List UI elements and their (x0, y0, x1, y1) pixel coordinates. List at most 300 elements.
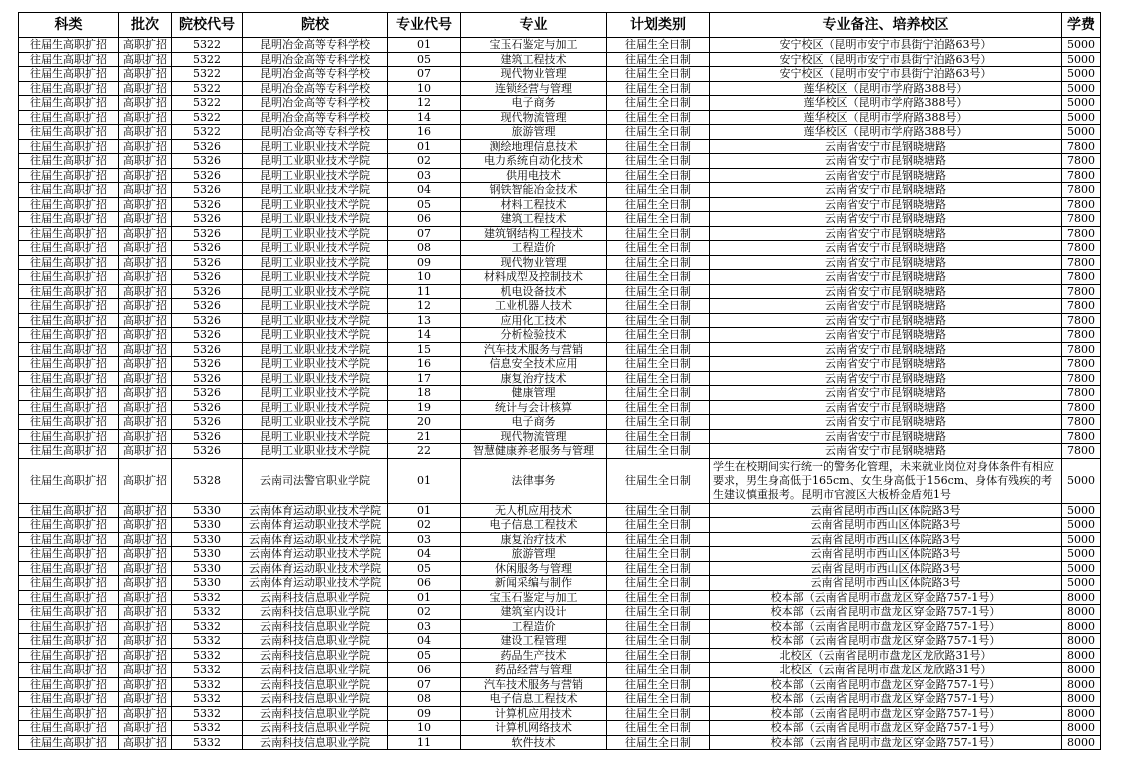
cell-batch: 高职扩招 (119, 139, 172, 154)
cell-tuition: 7800 (1062, 313, 1101, 328)
cell-notes-campus: 云南省安宁市昆钢晓塘路 (710, 212, 1062, 227)
table-row (19, 241, 1101, 256)
cell-notes-campus: 莲华校区（昆明市学府路388号） (710, 81, 1062, 96)
cell-major-code: 06 (388, 663, 461, 678)
cell-major: 应用化工技术 (461, 313, 607, 328)
cell-plan-type: 往届生全日制 (607, 154, 710, 169)
cell-tuition: 5000 (1062, 81, 1101, 96)
cell-major: 电子信息工程技术 (461, 518, 607, 533)
cell-notes-campus: 安宁校区（昆明市安宁市县街宁泊路63号） (710, 38, 1062, 53)
cell-category: 往届生高职扩招 (19, 634, 119, 649)
cell-tuition: 8000 (1062, 634, 1101, 649)
table-row (19, 444, 1101, 459)
cell-major-code: 06 (388, 212, 461, 227)
cell-notes-campus: 云南省昆明市西山区体院路3号 (710, 561, 1062, 576)
cell-category: 往届生高职扩招 (19, 67, 119, 82)
cell-plan-type: 往届生全日制 (607, 313, 710, 328)
cell-batch: 高职扩招 (119, 532, 172, 547)
cell-major-code: 19 (388, 400, 461, 415)
cell-major: 分析检验技术 (461, 328, 607, 343)
cell-school-code: 5322 (172, 96, 243, 111)
cell-major: 电子商务 (461, 96, 607, 111)
cell-tuition: 7800 (1062, 284, 1101, 299)
cell-category: 往届生高职扩招 (19, 692, 119, 707)
table-row (19, 139, 1101, 154)
cell-tuition: 8000 (1062, 706, 1101, 721)
cell-major-code: 22 (388, 444, 461, 459)
cell-batch: 高职扩招 (119, 415, 172, 430)
cell-major: 现代物业管理 (461, 255, 607, 270)
table-row (19, 197, 1101, 212)
cell-school-code: 5322 (172, 110, 243, 125)
cell-plan-type: 往届生全日制 (607, 255, 710, 270)
cell-batch: 高职扩招 (119, 503, 172, 518)
cell-major-code: 02 (388, 154, 461, 169)
cell-school-code: 5326 (172, 226, 243, 241)
cell-school-code: 5322 (172, 38, 243, 53)
cell-school-code: 5322 (172, 67, 243, 82)
cell-plan-type: 往届生全日制 (607, 648, 710, 663)
cell-major-code: 04 (388, 183, 461, 198)
table-row (19, 532, 1101, 547)
cell-category: 往届生高职扩招 (19, 284, 119, 299)
cell-school: 昆明工业职业技术学院 (243, 299, 388, 314)
cell-notes-campus: 云南省安宁市昆钢晓塘路 (710, 386, 1062, 401)
cell-major: 建筑钢结构工程技术 (461, 226, 607, 241)
cell-major-code: 10 (388, 270, 461, 285)
cell-category: 往届生高职扩招 (19, 429, 119, 444)
cell-major: 现代物流管理 (461, 429, 607, 444)
cell-notes-campus: 云南省安宁市昆钢晓塘路 (710, 168, 1062, 183)
cell-major-code: 08 (388, 692, 461, 707)
cell-major: 建筑工程技术 (461, 52, 607, 67)
cell-major: 智慧健康养老服务与管理 (461, 444, 607, 459)
table-row (19, 342, 1101, 357)
cell-major: 电子商务 (461, 415, 607, 430)
cell-plan-type: 往届生全日制 (607, 168, 710, 183)
cell-notes-campus: 云南省安宁市昆钢晓塘路 (710, 197, 1062, 212)
cell-major: 电子信息工程技术 (461, 692, 607, 707)
cell-category: 往届生高职扩招 (19, 458, 119, 503)
cell-batch: 高职扩招 (119, 313, 172, 328)
table-row (19, 328, 1101, 343)
table-row (19, 284, 1101, 299)
cell-category: 往届生高职扩招 (19, 81, 119, 96)
cell-school-code: 5332 (172, 735, 243, 750)
cell-school: 昆明工业职业技术学院 (243, 313, 388, 328)
cell-tuition: 7800 (1062, 328, 1101, 343)
table-row (19, 154, 1101, 169)
table-row (19, 52, 1101, 67)
cell-school: 昆明工业职业技术学院 (243, 212, 388, 227)
cell-school-code: 5326 (172, 371, 243, 386)
cell-notes-campus: 云南省安宁市昆钢晓塘路 (710, 255, 1062, 270)
cell-school: 云南科技信息职业学院 (243, 619, 388, 634)
cell-major: 工业机器人技术 (461, 299, 607, 314)
cell-major: 建设工程管理 (461, 634, 607, 649)
cell-school: 昆明工业职业技术学院 (243, 241, 388, 256)
cell-school-code: 5330 (172, 503, 243, 518)
cell-notes-campus: 校本部（云南省昆明市盘龙区穿金路757-1号） (710, 721, 1062, 736)
cell-tuition: 7800 (1062, 197, 1101, 212)
cell-school: 云南体育运动职业技术学院 (243, 576, 388, 591)
table-row (19, 721, 1101, 736)
cell-major-code: 05 (388, 197, 461, 212)
cell-category: 往届生高职扩招 (19, 706, 119, 721)
cell-school-code: 5330 (172, 547, 243, 562)
cell-batch: 高职扩招 (119, 590, 172, 605)
cell-school-code: 5330 (172, 576, 243, 591)
cell-major-code: 01 (388, 139, 461, 154)
cell-major-code: 11 (388, 735, 461, 750)
cell-notes-campus: 莲华校区（昆明市学府路388号） (710, 96, 1062, 111)
cell-batch: 高职扩招 (119, 518, 172, 533)
cell-major: 药品经营与管理 (461, 663, 607, 678)
cell-batch: 高职扩招 (119, 648, 172, 663)
cell-batch: 高职扩招 (119, 168, 172, 183)
cell-school-code: 5332 (172, 721, 243, 736)
cell-major-code: 03 (388, 619, 461, 634)
cell-school: 云南体育运动职业技术学院 (243, 503, 388, 518)
cell-batch: 高职扩招 (119, 125, 172, 140)
cell-school-code: 5326 (172, 197, 243, 212)
table-row (19, 576, 1101, 591)
cell-school-code: 5326 (172, 241, 243, 256)
cell-batch: 高职扩招 (119, 357, 172, 372)
table-row (19, 503, 1101, 518)
cell-tuition: 5000 (1062, 547, 1101, 562)
cell-major: 法律事务 (461, 458, 607, 503)
cell-plan-type: 往届生全日制 (607, 561, 710, 576)
cell-school-code: 5328 (172, 458, 243, 503)
cell-school: 云南科技信息职业学院 (243, 663, 388, 678)
cell-category: 往届生高职扩招 (19, 110, 119, 125)
cell-major: 信息安全技术应用 (461, 357, 607, 372)
cell-batch: 高职扩招 (119, 735, 172, 750)
cell-school: 昆明工业职业技术学院 (243, 386, 388, 401)
cell-category: 往届生高职扩招 (19, 721, 119, 736)
cell-major-code: 05 (388, 648, 461, 663)
table-row (19, 270, 1101, 285)
cell-plan-type: 往届生全日制 (607, 590, 710, 605)
cell-category: 往届生高职扩招 (19, 590, 119, 605)
cell-plan-type: 往届生全日制 (607, 241, 710, 256)
cell-batch: 高职扩招 (119, 328, 172, 343)
cell-school: 昆明工业职业技术学院 (243, 226, 388, 241)
cell-school: 昆明工业职业技术学院 (243, 284, 388, 299)
cell-major-code: 12 (388, 299, 461, 314)
cell-school-code: 5322 (172, 52, 243, 67)
cell-plan-type: 往届生全日制 (607, 634, 710, 649)
cell-notes-campus: 云南省安宁市昆钢晓塘路 (710, 357, 1062, 372)
cell-major-code: 18 (388, 386, 461, 401)
cell-plan-type: 往届生全日制 (607, 663, 710, 678)
header-major: 专业 (461, 13, 607, 38)
table-row (19, 518, 1101, 533)
cell-batch: 高职扩招 (119, 197, 172, 212)
cell-category: 往届生高职扩招 (19, 197, 119, 212)
cell-plan-type: 往届生全日制 (607, 110, 710, 125)
table-row (19, 547, 1101, 562)
cell-major: 现代物业管理 (461, 67, 607, 82)
cell-major: 计算机网络技术 (461, 721, 607, 736)
cell-notes-campus: 莲华校区（昆明市学府路388号） (710, 110, 1062, 125)
table-row (19, 648, 1101, 663)
cell-plan-type: 往届生全日制 (607, 328, 710, 343)
table-row (19, 38, 1101, 53)
cell-batch: 高职扩招 (119, 663, 172, 678)
cell-batch: 高职扩招 (119, 270, 172, 285)
cell-notes-campus: 云南省昆明市西山区体院路3号 (710, 503, 1062, 518)
cell-school-code: 5326 (172, 429, 243, 444)
cell-major-code: 08 (388, 241, 461, 256)
cell-major: 电力系统自动化技术 (461, 154, 607, 169)
cell-school: 云南科技信息职业学院 (243, 648, 388, 663)
cell-tuition: 7800 (1062, 429, 1101, 444)
cell-school-code: 5330 (172, 561, 243, 576)
cell-tuition: 8000 (1062, 677, 1101, 692)
cell-school-code: 5326 (172, 313, 243, 328)
cell-plan-type: 往届生全日制 (607, 458, 710, 503)
cell-school: 昆明工业职业技术学院 (243, 371, 388, 386)
cell-school-code: 5326 (172, 255, 243, 270)
cell-major-code: 17 (388, 371, 461, 386)
cell-plan-type: 往届生全日制 (607, 444, 710, 459)
cell-tuition: 8000 (1062, 648, 1101, 663)
cell-notes-campus: 校本部（云南省昆明市盘龙区穿金路757-1号） (710, 634, 1062, 649)
cell-school-code: 5326 (172, 139, 243, 154)
table-row (19, 429, 1101, 444)
cell-major: 旅游管理 (461, 125, 607, 140)
cell-category: 往届生高职扩招 (19, 183, 119, 198)
cell-tuition: 5000 (1062, 38, 1101, 53)
cell-school-code: 5322 (172, 125, 243, 140)
cell-notes-campus: 北校区（云南省昆明市盘龙区龙欣路31号） (710, 663, 1062, 678)
cell-plan-type: 往届生全日制 (607, 96, 710, 111)
cell-plan-type: 往届生全日制 (607, 371, 710, 386)
cell-major-code: 21 (388, 429, 461, 444)
table-row (19, 313, 1101, 328)
cell-category: 往届生高职扩招 (19, 125, 119, 140)
cell-plan-type: 往届生全日制 (607, 52, 710, 67)
table-row (19, 96, 1101, 111)
cell-plan-type: 往届生全日制 (607, 299, 710, 314)
cell-tuition: 7800 (1062, 212, 1101, 227)
cell-major: 汽车技术服务与营销 (461, 677, 607, 692)
cell-major: 健康管理 (461, 386, 607, 401)
cell-tuition: 7800 (1062, 342, 1101, 357)
cell-notes-campus: 校本部（云南省昆明市盘龙区穿金路757-1号） (710, 677, 1062, 692)
cell-school: 云南科技信息职业学院 (243, 634, 388, 649)
cell-notes-campus: 云南省昆明市西山区体院路3号 (710, 518, 1062, 533)
cell-school: 昆明工业职业技术学院 (243, 154, 388, 169)
cell-major-code: 09 (388, 706, 461, 721)
cell-tuition: 7800 (1062, 270, 1101, 285)
cell-major: 建筑室内设计 (461, 605, 607, 620)
cell-tuition: 7800 (1062, 154, 1101, 169)
cell-major-code: 10 (388, 721, 461, 736)
cell-plan-type: 往届生全日制 (607, 197, 710, 212)
cell-plan-type: 往届生全日制 (607, 721, 710, 736)
cell-school: 昆明工业职业技术学院 (243, 429, 388, 444)
cell-batch: 高职扩招 (119, 212, 172, 227)
cell-tuition: 7800 (1062, 241, 1101, 256)
cell-major-code: 01 (388, 503, 461, 518)
cell-batch: 高职扩招 (119, 226, 172, 241)
cell-category: 往届生高职扩招 (19, 518, 119, 533)
cell-major: 宝玉石鉴定与加工 (461, 590, 607, 605)
cell-batch: 高职扩招 (119, 605, 172, 620)
cell-major-code: 05 (388, 561, 461, 576)
cell-plan-type: 往届生全日制 (607, 386, 710, 401)
cell-batch: 高职扩招 (119, 38, 172, 53)
cell-plan-type: 往届生全日制 (607, 735, 710, 750)
cell-batch: 高职扩招 (119, 576, 172, 591)
cell-plan-type: 往届生全日制 (607, 415, 710, 430)
cell-school: 昆明工业职业技术学院 (243, 183, 388, 198)
header-school: 院校 (243, 13, 388, 38)
cell-batch: 高职扩招 (119, 547, 172, 562)
cell-plan-type: 往届生全日制 (607, 139, 710, 154)
cell-major: 休闲服务与管理 (461, 561, 607, 576)
cell-major: 无人机应用技术 (461, 503, 607, 518)
cell-tuition: 8000 (1062, 605, 1101, 620)
cell-school-code: 5326 (172, 328, 243, 343)
cell-tuition: 5000 (1062, 503, 1101, 518)
cell-notes-campus: 云南省安宁市昆钢晓塘路 (710, 299, 1062, 314)
cell-major: 工程造价 (461, 241, 607, 256)
cell-notes-campus: 安宁校区（昆明市安宁市县街宁泊路63号） (710, 67, 1062, 82)
cell-school: 云南科技信息职业学院 (243, 706, 388, 721)
cell-tuition: 7800 (1062, 255, 1101, 270)
table-row (19, 299, 1101, 314)
cell-notes-campus: 云南省安宁市昆钢晓塘路 (710, 270, 1062, 285)
cell-school: 昆明冶金高等专科学校 (243, 125, 388, 140)
header-category: 科类 (19, 13, 119, 38)
table-row (19, 692, 1101, 707)
cell-tuition: 7800 (1062, 444, 1101, 459)
cell-plan-type: 往届生全日制 (607, 357, 710, 372)
cell-school-code: 5332 (172, 677, 243, 692)
cell-category: 往届生高职扩招 (19, 677, 119, 692)
cell-school-code: 5326 (172, 270, 243, 285)
cell-tuition: 5000 (1062, 518, 1101, 533)
enrollment-plan-table (18, 12, 1101, 750)
cell-school-code: 5326 (172, 400, 243, 415)
cell-major-code: 14 (388, 110, 461, 125)
table-row (19, 183, 1101, 198)
cell-school: 昆明工业职业技术学院 (243, 270, 388, 285)
table-row (19, 212, 1101, 227)
cell-major-code: 20 (388, 415, 461, 430)
cell-tuition: 5000 (1062, 125, 1101, 140)
cell-tuition: 5000 (1062, 52, 1101, 67)
cell-notes-campus: 云南省安宁市昆钢晓塘路 (710, 400, 1062, 415)
cell-major: 材料工程技术 (461, 197, 607, 212)
cell-notes-campus: 云南省安宁市昆钢晓塘路 (710, 444, 1062, 459)
cell-school-code: 5326 (172, 444, 243, 459)
cell-batch: 高职扩招 (119, 342, 172, 357)
cell-major: 供用电技术 (461, 168, 607, 183)
cell-batch: 高职扩招 (119, 458, 172, 503)
cell-category: 往届生高职扩招 (19, 328, 119, 343)
cell-major-code: 12 (388, 96, 461, 111)
cell-tuition: 5000 (1062, 561, 1101, 576)
cell-major-code: 16 (388, 125, 461, 140)
cell-category: 往届生高职扩招 (19, 212, 119, 227)
cell-batch: 高职扩招 (119, 561, 172, 576)
table-row (19, 226, 1101, 241)
cell-category: 往届生高职扩招 (19, 400, 119, 415)
cell-batch: 高职扩招 (119, 299, 172, 314)
cell-notes-campus: 云南省安宁市昆钢晓塘路 (710, 241, 1062, 256)
cell-notes-campus: 莲华校区（昆明市学府路388号） (710, 125, 1062, 140)
cell-school-code: 5332 (172, 619, 243, 634)
cell-tuition: 8000 (1062, 590, 1101, 605)
cell-plan-type: 往届生全日制 (607, 125, 710, 140)
cell-category: 往届生高职扩招 (19, 648, 119, 663)
cell-category: 往届生高职扩招 (19, 503, 119, 518)
table-row (19, 81, 1101, 96)
cell-school: 昆明冶金高等专科学校 (243, 96, 388, 111)
cell-major-code: 04 (388, 547, 461, 562)
cell-category: 往届生高职扩招 (19, 342, 119, 357)
cell-tuition: 7800 (1062, 139, 1101, 154)
cell-tuition: 7800 (1062, 386, 1101, 401)
cell-major-code: 07 (388, 226, 461, 241)
cell-major-code: 07 (388, 67, 461, 82)
cell-school-code: 5326 (172, 212, 243, 227)
cell-category: 往届生高职扩招 (19, 576, 119, 591)
cell-notes-campus: 云南省安宁市昆钢晓塘路 (710, 415, 1062, 430)
cell-notes-campus: 云南省安宁市昆钢晓塘路 (710, 313, 1062, 328)
cell-notes-campus: 校本部（云南省昆明市盘龙区穿金路757-1号） (710, 619, 1062, 634)
cell-school-code: 5326 (172, 342, 243, 357)
table-row (19, 458, 1101, 503)
cell-school-code: 5326 (172, 357, 243, 372)
table-row (19, 735, 1101, 750)
cell-notes-campus: 云南省安宁市昆钢晓塘路 (710, 429, 1062, 444)
cell-plan-type: 往届生全日制 (607, 342, 710, 357)
cell-batch: 高职扩招 (119, 706, 172, 721)
cell-school: 昆明冶金高等专科学校 (243, 52, 388, 67)
cell-plan-type: 往届生全日制 (607, 706, 710, 721)
cell-school: 昆明冶金高等专科学校 (243, 38, 388, 53)
cell-tuition: 8000 (1062, 735, 1101, 750)
cell-major: 宝玉石鉴定与加工 (461, 38, 607, 53)
cell-school: 云南体育运动职业技术学院 (243, 518, 388, 533)
header-batch: 批次 (119, 13, 172, 38)
cell-notes-campus: 云南省安宁市昆钢晓塘路 (710, 226, 1062, 241)
cell-tuition: 7800 (1062, 299, 1101, 314)
cell-major-code: 13 (388, 313, 461, 328)
cell-tuition: 5000 (1062, 532, 1101, 547)
cell-category: 往届生高职扩招 (19, 735, 119, 750)
cell-notes-campus: 学生在校期间实行统一的警务化管理，未来就业岗位对身体条件有相应要求，男生身高低于165cm、女生身高低于156cm、身体有残疾的考生建议慎重报考。昆明市官渡区大板桥金盾苑1号 (710, 458, 1062, 503)
cell-major: 工程造价 (461, 619, 607, 634)
cell-school: 云南科技信息职业学院 (243, 721, 388, 736)
table-row (19, 590, 1101, 605)
cell-batch: 高职扩招 (119, 692, 172, 707)
cell-batch: 高职扩招 (119, 96, 172, 111)
cell-notes-campus: 云南省昆明市西山区体院路3号 (710, 576, 1062, 591)
cell-category: 往届生高职扩招 (19, 299, 119, 314)
cell-school-code: 5326 (172, 415, 243, 430)
cell-school-code: 5332 (172, 663, 243, 678)
cell-plan-type: 往届生全日制 (607, 226, 710, 241)
cell-major-code: 01 (388, 590, 461, 605)
cell-school-code: 5326 (172, 154, 243, 169)
